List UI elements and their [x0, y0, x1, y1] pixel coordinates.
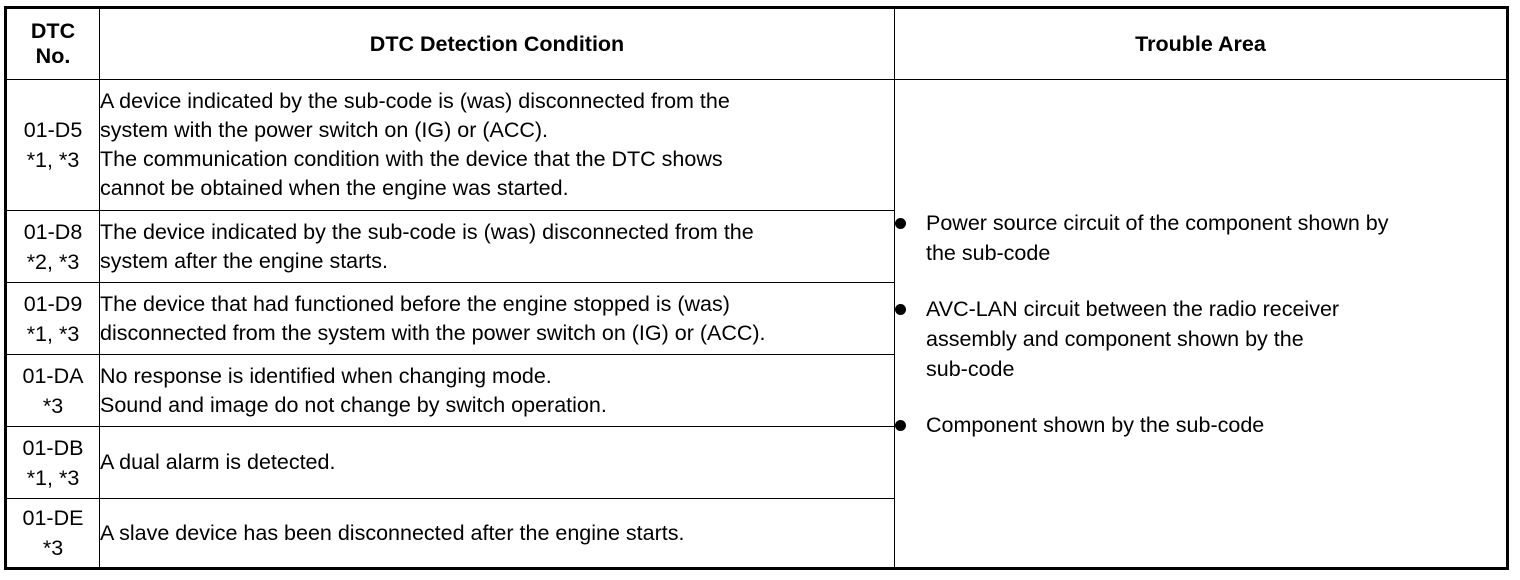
condition-line: cannot be obtained when the engine was started. [100, 176, 569, 200]
dtc-code-cell [6, 283, 100, 355]
trouble-area-line: assembly and component shown by the [926, 326, 1304, 351]
condition-line: The communication condition with the device that the DTC shows [100, 147, 723, 171]
condition-line: A slave device has been disconnected after the engine starts. [100, 520, 685, 545]
condition-cell [100, 427, 895, 499]
trouble-area-line: AVC-LAN circuit between the radio receiver [926, 296, 1340, 321]
condition-line: The device that had functioned before the engine stopped is (was) [100, 291, 730, 316]
condition-cell [100, 499, 895, 569]
dtc-code-cell [6, 355, 100, 427]
header-dtc-no [6, 8, 100, 80]
dtc-note: *3 [42, 393, 64, 418]
dtc-code: 01-D9 [23, 291, 83, 316]
dtc-code: 01-D5 [23, 118, 83, 142]
dtc-code: 01-DA [22, 363, 84, 388]
dtc-code-cell [6, 80, 100, 211]
trouble-area-item [895, 208, 1506, 268]
trouble-area-line: Component shown by the sub-code [926, 412, 1265, 437]
bullet-icon [895, 420, 906, 431]
condition-line: A device indicated by the sub-code is (was) disconnected from the [100, 89, 730, 113]
trouble-area-item [895, 410, 1506, 440]
condition-line: A dual alarm is detected. [100, 450, 336, 474]
dtc-note: *1, *3 [26, 465, 80, 490]
trouble-area-line: the sub-code [926, 240, 1051, 265]
header-dtc-no-line1: DTC [30, 19, 76, 43]
dtc-code-cell [6, 211, 100, 283]
condition-line: system after the engine starts. [100, 248, 388, 273]
bullet-icon [895, 304, 906, 315]
condition-line: The device indicated by the sub-code is (was) disconnected from the [100, 219, 754, 244]
condition-line: disconnected from the system with the power switch on (IG) or (ACC). [100, 320, 766, 345]
condition-line: system with the power switch on (IG) or (ACC). [100, 118, 549, 142]
dtc-code: 01-D8 [23, 219, 83, 244]
trouble-area-cell [895, 80, 1508, 569]
dtc-note: *1, *3 [26, 321, 80, 346]
condition-cell [100, 211, 895, 283]
dtc-table [4, 6, 1509, 570]
dtc-code-cell [6, 427, 100, 499]
condition-line: No response is identified when changing mode. [100, 363, 552, 388]
trouble-area-line: Power source circuit of the component shown by [926, 210, 1389, 235]
dtc-code: 01-DE [22, 506, 84, 530]
dtc-note: *1, *3 [26, 148, 80, 172]
dtc-note: *3 [42, 536, 64, 560]
table-row [6, 80, 1508, 211]
header-condition: DTC Detection Condition [100, 8, 895, 80]
condition-cell [100, 80, 895, 211]
header-dtc-no-line2: No. [35, 44, 71, 68]
trouble-area-item [895, 294, 1506, 384]
condition-cell [100, 283, 895, 355]
header-row [6, 8, 1508, 80]
condition-cell [100, 355, 895, 427]
dtc-code-cell [6, 499, 100, 569]
condition-line: Sound and image do not change by switch operation. [100, 392, 607, 417]
trouble-area-line: sub-code [926, 356, 1015, 381]
header-trouble-area: Trouble Area [895, 8, 1508, 80]
dtc-code: 01-DB [22, 435, 84, 460]
bullet-icon [895, 218, 906, 229]
dtc-table-wrapper [4, 6, 1509, 570]
dtc-note: *2, *3 [26, 249, 80, 274]
